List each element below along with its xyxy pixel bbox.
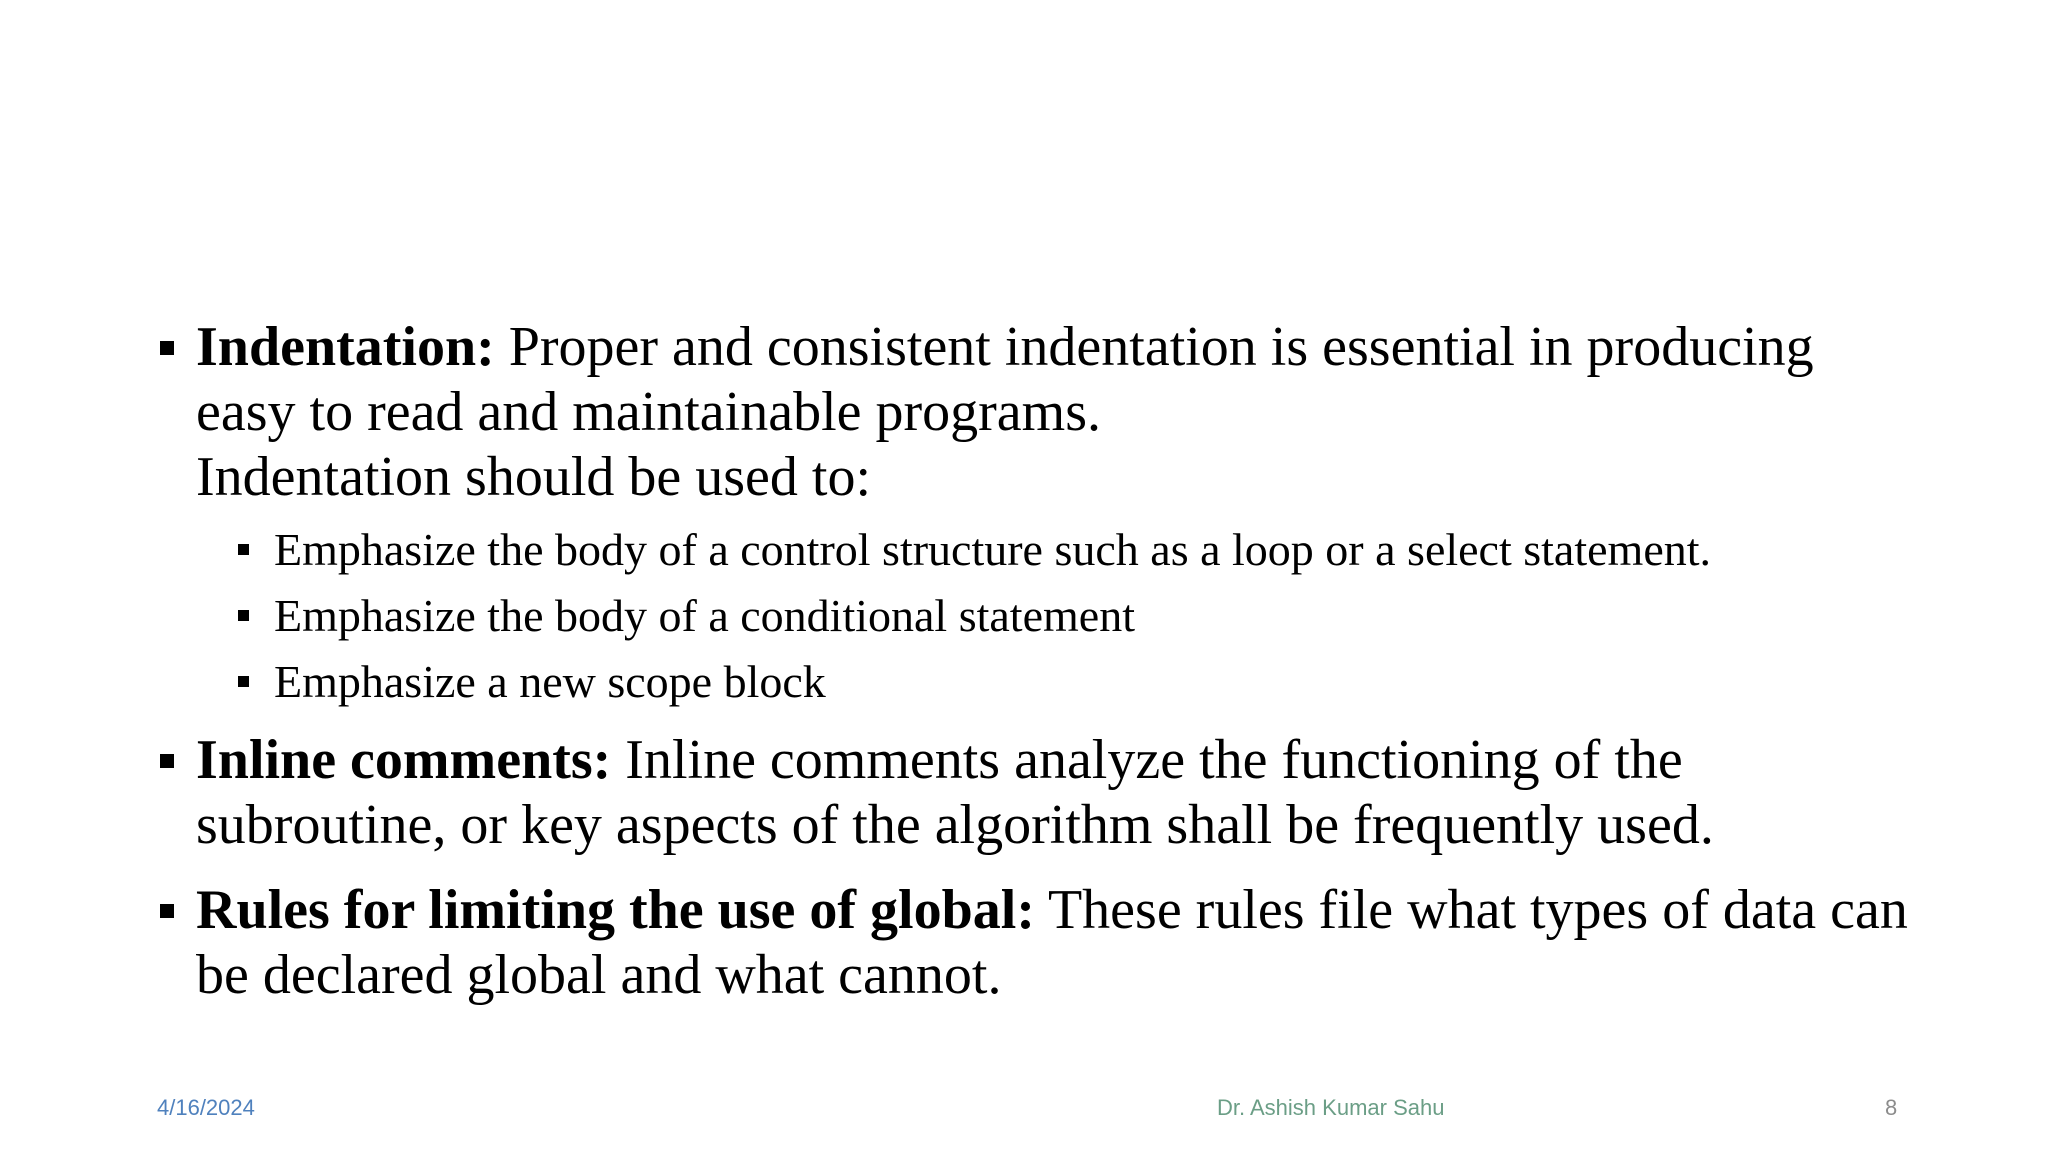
sub-bullet-text: Emphasize the body of a control structure such as a loop or a select statement. <box>274 524 1712 575</box>
bullet-inline-comments <box>160 728 1920 858</box>
square-bullet-icon <box>160 904 174 918</box>
square-bullet-icon <box>160 754 174 768</box>
footer-date: 4/16/2024 <box>157 1095 255 1120</box>
slide-body <box>160 315 1920 1008</box>
bullet-indentation <box>160 315 1920 708</box>
bullet-continuation: Indentation should be used to: <box>196 446 872 508</box>
footer-author: Dr. Ashish Kumar Sahu <box>1217 1095 1445 1120</box>
sub-bullet-item <box>238 524 1920 576</box>
sub-bullet-text: Emphasize a new scope block <box>274 656 826 707</box>
square-bullet-icon <box>238 610 249 621</box>
square-bullet-icon <box>238 676 249 687</box>
square-bullet-icon <box>160 341 174 355</box>
bullet-text: These rules file what types of data can be declared global and what cannot. <box>196 879 1908 1006</box>
sub-bullet-item <box>238 590 1920 642</box>
sub-bullet-text: Emphasize the body of a conditional statement <box>274 590 1135 641</box>
bullet-global-rules <box>160 878 1920 1008</box>
footer-page-number: 8 <box>1885 1095 1898 1120</box>
bullet-text: Inline comments analyze the functioning of the subroutine, or key aspects of the algorithm shall be frequently used. <box>196 729 1714 856</box>
bullet-text: Proper and consistent indentation is essential in producing easy to read and maintainable programs. <box>196 316 1814 443</box>
bullet-label: Indentation: <box>196 316 495 378</box>
square-bullet-icon <box>238 544 249 555</box>
sub-bullet-item <box>238 656 1920 708</box>
bullet-label: Rules for limiting the use of global: <box>196 879 1035 941</box>
bullet-label: Inline comments: <box>196 729 612 791</box>
sub-bullet-list <box>196 524 1920 708</box>
